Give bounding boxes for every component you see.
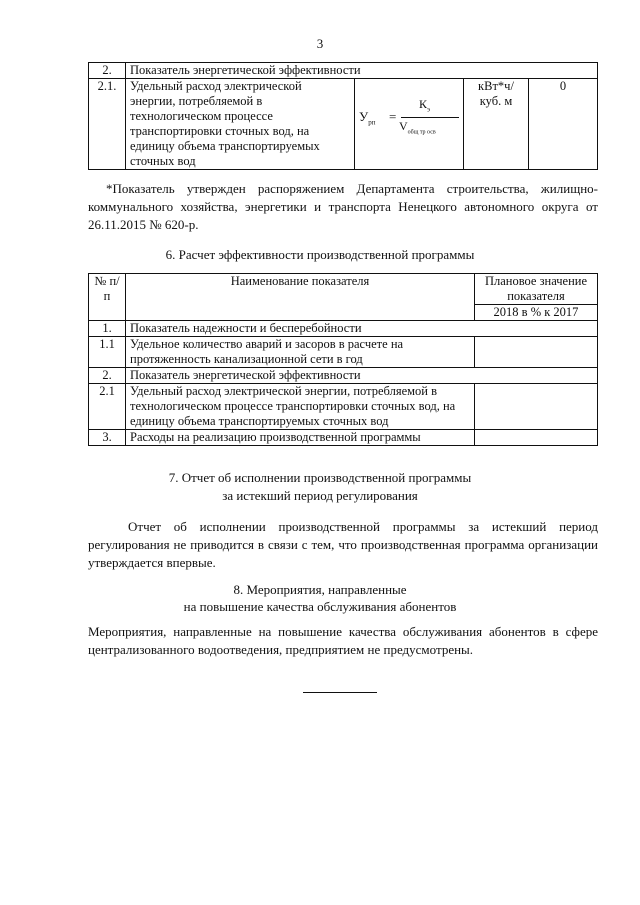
table-row bbox=[89, 321, 598, 337]
table-row bbox=[89, 430, 598, 446]
row-value bbox=[475, 430, 598, 446]
row-number: 1. bbox=[89, 321, 126, 337]
row-name: Показатель энергетической эффективности bbox=[126, 63, 598, 79]
page-number: 3 bbox=[316, 36, 324, 51]
section-6-title: 6. Расчет эффективности производственной программы bbox=[165, 247, 475, 262]
formula-denominator: $V_{общ тр осв}$ bbox=[399, 119, 436, 136]
section-7-text: Отчет об исполнении производственной программы за истекший период регулирования не приводится в связи с тем, что производственная программа организации утверждается впервые. bbox=[88, 519, 598, 570]
row-number: 2.1 bbox=[89, 384, 126, 430]
efficiency-calculation-table bbox=[88, 273, 598, 446]
formula-lhs: $У_{рп}$ bbox=[359, 109, 376, 127]
row-name: Удельный расход электрической энергии, потребляемой в технологическом процессе транспортировки сточных вод, на единицу объема транспортируемых сточных вод bbox=[126, 384, 475, 430]
table-row bbox=[89, 368, 598, 384]
table-header-row bbox=[89, 274, 598, 305]
row-value bbox=[475, 384, 598, 430]
unit-cell: кВт*ч/ куб. м bbox=[464, 79, 529, 170]
end-rule bbox=[303, 692, 377, 693]
row-number: 2.1. bbox=[89, 79, 126, 170]
row-number: 2. bbox=[89, 368, 126, 384]
row-value bbox=[475, 337, 598, 368]
section-8-title-line-2: на повышение качества обслуживания абонентов bbox=[183, 599, 457, 614]
value-cell: 0 bbox=[529, 79, 598, 170]
section-8-title-line-1: 8. Мероприятия, направленные bbox=[233, 582, 407, 597]
footnote: *Показатель утвержден распоряжением Департамента строительства, жилищно-коммунального хозяйства, энергетики и транспорта Ненецкого автономного округа от 26.11.2015 № 620-р. bbox=[88, 181, 598, 232]
header-name: Наименование показателя bbox=[126, 274, 475, 321]
row-name: Показатель энергетической эффективности bbox=[126, 368, 598, 384]
row-name: Удельный расход электрической энергии, потребляемой в технологическом процессе транспортировки сточных вод, на единицу объема транспортируемых сточных вод bbox=[126, 79, 355, 170]
table-row bbox=[89, 337, 598, 368]
fraction-line bbox=[401, 117, 459, 118]
section-8-text: Мероприятия, направленные на повышение качества обслуживания абонентов в сфере централизованного водоотведения, предприятием не предусмотрены. bbox=[88, 624, 598, 657]
formula-numerator: $К_э$ bbox=[419, 97, 431, 114]
row-name: Расходы на реализацию производственной программы bbox=[126, 430, 475, 446]
header-number: № п/п bbox=[89, 274, 126, 321]
formula-cell bbox=[355, 79, 464, 170]
header-plan: Плановое значение показателя bbox=[475, 274, 598, 305]
header-plan-sub: 2018 в % к 2017 bbox=[475, 305, 598, 321]
table-row bbox=[89, 63, 598, 79]
section-7-title-line-2: за истекший период регулирования bbox=[222, 488, 418, 503]
formula bbox=[355, 79, 463, 161]
table-row bbox=[89, 384, 598, 430]
section-7-title-line-1: 7. Отчет об исполнении производственной программы bbox=[168, 470, 472, 485]
energy-efficiency-table bbox=[88, 62, 598, 170]
table-row bbox=[89, 79, 598, 170]
row-number: 3. bbox=[89, 430, 126, 446]
row-name: Показатель надежности и бесперебойности bbox=[126, 321, 598, 337]
row-number: 2. bbox=[89, 63, 126, 79]
formula-equals: = bbox=[389, 109, 397, 124]
row-name: Удельное количество аварий и засоров в расчете на протяженность канализационной сети в год bbox=[126, 337, 475, 368]
row-number: 1.1 bbox=[89, 337, 126, 368]
